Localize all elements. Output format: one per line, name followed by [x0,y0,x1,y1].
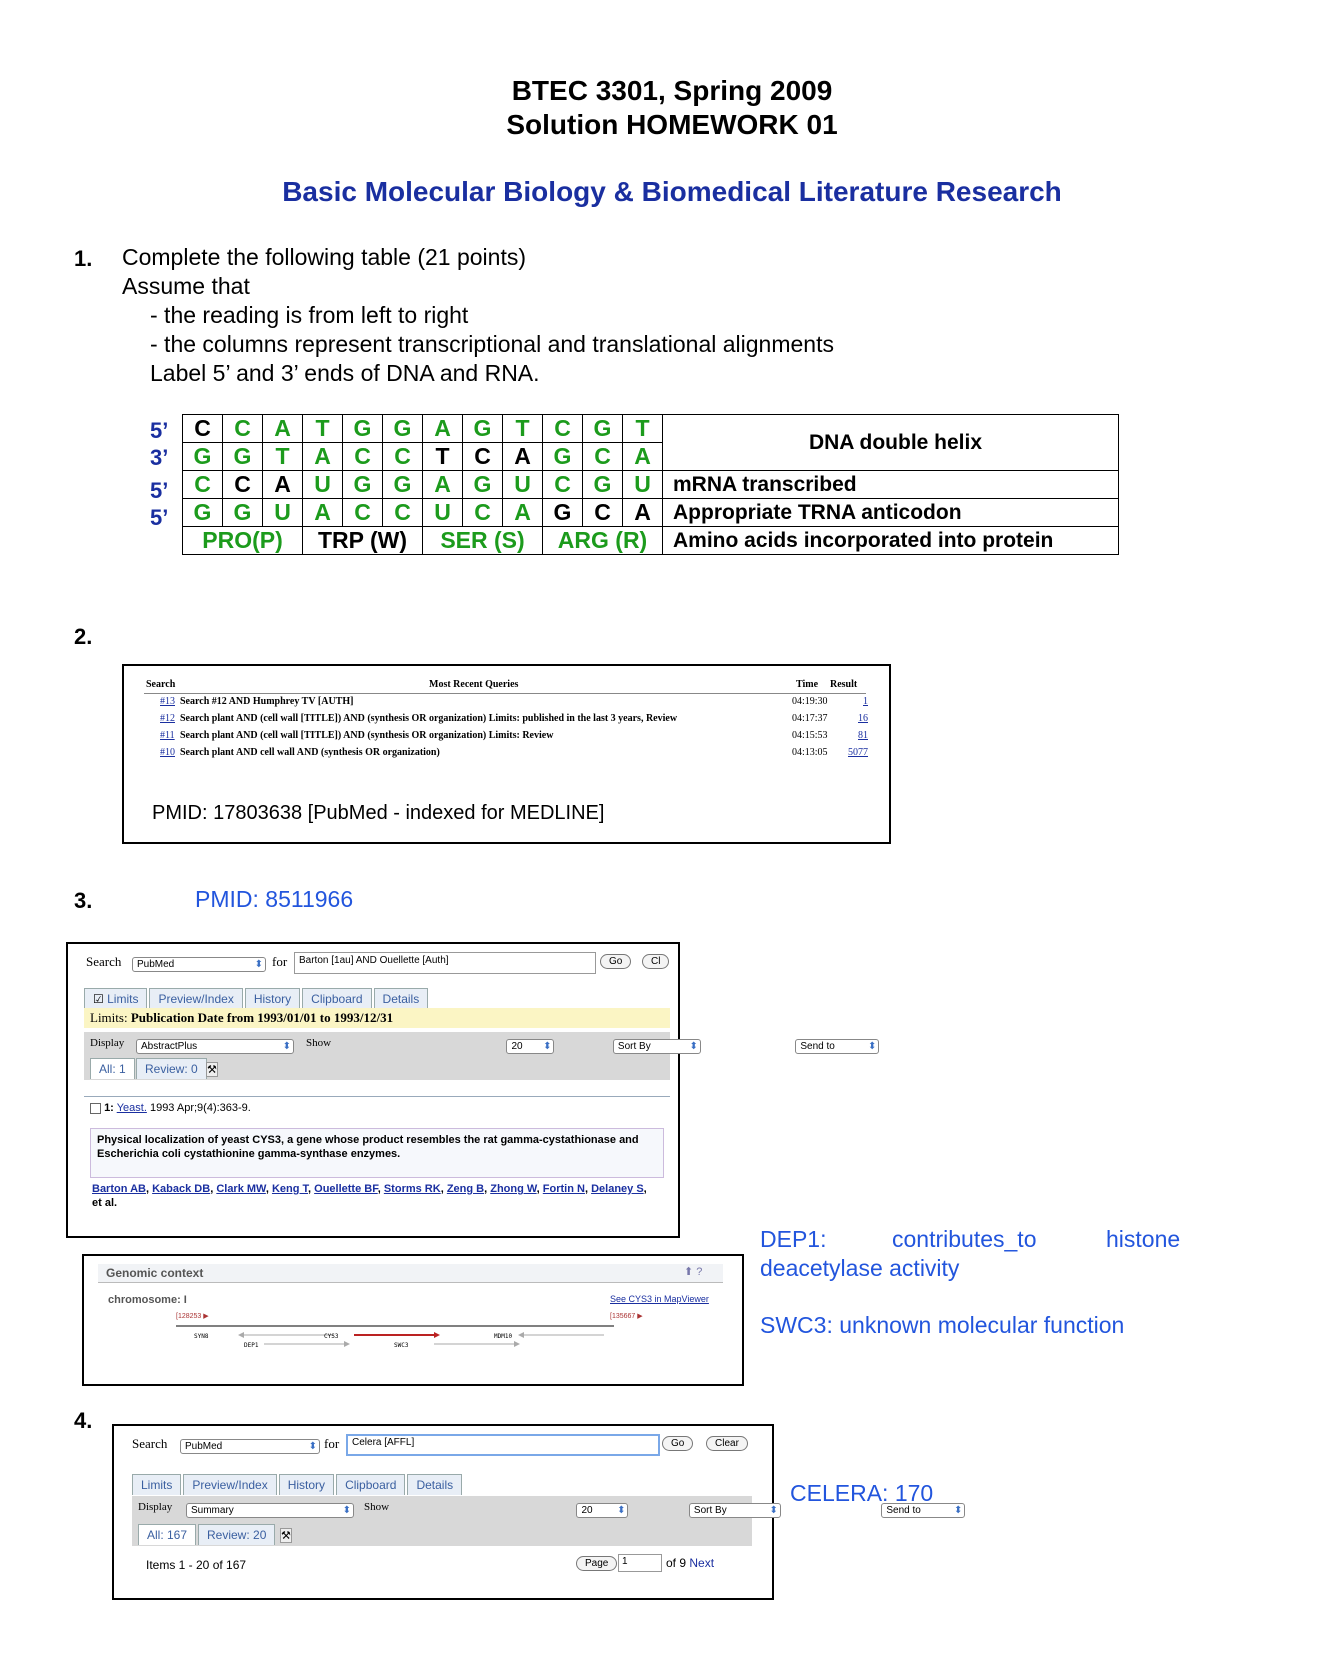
pubmed-search-screenshot-q3 [66,942,877,1238]
items-count: Items 1 - 20 of 167 [146,1558,247,1572]
display-label-q4: Display [138,1501,173,1513]
coord-start: [128253 ▶ [176,1313,209,1320]
tools-icon[interactable]: ⚒ [207,1064,217,1076]
gene-label-cys3: CYS3 [324,1333,339,1340]
nucleotide-cell: G [583,471,623,499]
article-title-box: Physical localization of yeast CYS3, a gene whose product resembles the rat gamma-cystathionase and Escherichia coli cystathionine gamma-synthase enzymes. [90,1128,664,1178]
q1-assume: Assume that [122,273,250,299]
row-label: Appropriate TRNA anticodon [663,499,1119,527]
nucleotide-cell: C [583,499,623,527]
swc3-answer: SWC3: unknown molecular function [760,1312,1125,1338]
question-1-number: 1. [74,246,93,271]
gene-label-dep1: DEP1 [244,1342,259,1349]
send-to-select[interactable]: Send to ⬍ [795,1039,879,1054]
nucleotide-cell: G [383,415,423,443]
nucleotide-cell: A [623,499,663,527]
nucleotide-cell: G [223,443,263,471]
subtab-all-q4[interactable]: All: 167 [138,1524,196,1545]
q4-answer: CELERA: 170 [790,1480,934,1506]
tab-limits[interactable]: ☑ Limits [84,988,147,1009]
nucleotide-cell: C [463,443,503,471]
search-label: Search [86,954,122,969]
search-label-q4: Search [132,1436,168,1451]
question-4-number: 4. [74,1408,93,1433]
next-link[interactable]: Next [689,1556,715,1570]
author-link[interactable]: Storms RK [383,1183,441,1195]
result-checkbox[interactable] [90,1103,101,1114]
show-label-q4: Show [364,1501,390,1513]
nucleotide-cell: T [303,415,343,443]
nucleotide-cell: G [343,471,383,499]
author-link[interactable]: Zeng B [446,1183,485,1195]
history-time: 04:15:53 [792,730,828,741]
history-id-link[interactable]: #12 [160,713,175,724]
show-select-q4[interactable]: 20 ⬍ [576,1503,628,1518]
nucleotide-cell: G [543,499,583,527]
subtab-all[interactable]: All: 1 [90,1058,135,1079]
author-link[interactable]: Ouellette BF [314,1183,378,1195]
history-row [124,747,884,763]
history-header-queries: Most Recent Queries [429,679,519,690]
author-link[interactable]: Fortin N [542,1183,585,1195]
history-header-search: Search [146,679,176,690]
nucleotide-cell: U [503,471,543,499]
gene-label-swc3: SWC3 [394,1342,409,1349]
show-label: Show [306,1037,332,1049]
nucleotide-cell: U [303,471,343,499]
tab-limits-q4[interactable]: Limits [132,1474,181,1495]
nucleotide-cell: C [343,499,383,527]
q1-bullet-1: - the reading is from left to right [150,302,469,328]
nucleotide-cell: T [423,443,463,471]
mapviewer-link[interactable]: See CYS3 in MapViewer [610,1294,709,1304]
nucleotide-cell: A [503,499,543,527]
end-label-row2: 3’ [150,445,169,470]
nucleotide-cell: C [343,443,383,471]
pubmed-history-screenshot [122,664,891,844]
page-input[interactable]: 1 [618,1554,662,1572]
display-select-q4[interactable]: Summary ⬍ [186,1503,354,1518]
author-link[interactable]: Zhong W [490,1183,537,1195]
nucleotide-cell: G [583,415,623,443]
nucleotide-cell: C [583,443,623,471]
nucleotide-cell: C [543,415,583,443]
history-row [124,730,884,746]
display-toolbar-q4 [132,1496,963,1546]
nucleotide-cell: A [423,471,463,499]
trna-row [183,499,1119,527]
nucleotide-cell: C [383,499,423,527]
nucleotide-cell: C [183,415,223,443]
help-icon[interactable]: ⬆ ? [684,1266,703,1278]
gene-label-syn8: SYN8 [194,1333,209,1340]
nucleotide-cell: G [543,443,583,471]
dep1-term-c: deacetylase activity [760,1255,960,1281]
history-result-link[interactable]: 81 [858,730,868,741]
nucleotide-cell: T [263,443,303,471]
tab-details[interactable]: Details [374,988,429,1009]
end-label-row3: 5’ [150,478,169,503]
history-id-link[interactable]: #13 [160,696,175,707]
mrna-row [183,471,1119,499]
nucleotide-cell: C [223,471,263,499]
row-label-amino-acids: Amino acids incorporated into protein [663,527,1119,555]
go-button[interactable]: Go [600,954,631,969]
nucleotide-cell: A [623,443,663,471]
sort-select-q4[interactable]: Sort By ⬍ [689,1503,781,1518]
history-row [124,713,884,729]
history-row [124,696,884,712]
page-button[interactable]: Page [576,1556,617,1571]
send-to-select-q4[interactable]: Send to ⬍ [881,1503,965,1518]
nucleotide-cell: G [223,499,263,527]
question-3-number: 3. [74,888,93,913]
nucleotide-cell: G [463,415,503,443]
nucleotide-cell: G [183,499,223,527]
nucleotide-cell: C [543,471,583,499]
history-time: 04:17:37 [792,713,828,724]
amino-acid-cell: SER (S) [423,527,543,555]
show-select[interactable]: 20 ⬍ [506,1039,554,1054]
display-select[interactable]: AbstractPlus ⬍ [136,1039,294,1054]
history-result-link[interactable]: 1 [863,696,868,707]
nucleotide-cell: U [423,499,463,527]
chromosome-label: chromosome: I [108,1294,187,1306]
page-subtitle: Basic Molecular Biology & Biomedical Literature Research [282,176,1062,207]
q1-label-note: Label 5’ and 3’ ends of DNA and RNA. [150,360,540,386]
amino-acid-row [183,527,1119,555]
history-query-text: Search plant AND (cell wall [TITLE]) AND (synthesis OR organization) Limits: published in the last 3 years, Review [180,713,678,724]
tab-history-q4[interactable]: History [279,1474,334,1495]
assignment-title: Solution HOMEWORK 01 [506,109,838,140]
nucleotide-cell: A [423,415,463,443]
q4-tab-bar [132,1474,464,1495]
history-id-link[interactable]: #11 [160,730,175,741]
nucleotide-cell: G [343,415,383,443]
et-al-text: , et al. [92,1183,647,1209]
tab-preview-index-q4[interactable]: Preview/Index [183,1474,276,1495]
history-result-link[interactable]: 16 [858,713,868,724]
page-count: of 9 Next [666,1556,715,1570]
nucleotide-cell: G [183,443,223,471]
nucleotide-cell: G [463,471,503,499]
gene-label-mdm10: MDM10 [494,1333,513,1340]
history-time: 04:19:30 [792,696,828,707]
result-row: 1: Yeast. 1993 Apr;9(4):363-9. [90,1102,251,1114]
author-list: Barton AB, Kaback DB, Clark MW, Keng T, Ouellette BF, Storms RK, Zeng B, Zhong W, Fortin N, Delaney S, et al. [92,1183,647,1209]
nucleotide-cell: A [263,471,303,499]
row-label-dna-double-helix: DNA double helix [663,415,1119,471]
tab-clipboard[interactable]: Clipboard [302,988,371,1009]
sort-select[interactable]: Sort By ⬍ [613,1039,701,1054]
nucleotide-cell: T [623,415,663,443]
q3-tab-bar [84,988,430,1009]
history-result-link[interactable]: 5077 [848,747,868,758]
author-link[interactable]: Kaback DB [152,1183,211,1195]
row-label: mRNA transcribed [663,471,1119,499]
tab-clipboard-q4[interactable]: Clipboard [336,1474,405,1495]
dep1-term-b: histone [1106,1226,1181,1252]
journal-link[interactable]: Yeast. [116,1102,147,1114]
end-label-row4: 5’ [150,505,169,530]
history-id-link[interactable]: #10 [160,747,175,758]
nucleotide-cell: A [503,443,543,471]
nucleotide-cell: A [263,415,303,443]
clear-button-q4[interactable]: Clear [706,1436,748,1451]
coord-end: [135667 ▶ [610,1313,643,1320]
pubmed-pmid-line: PMID: 17803638 [PubMed - indexed for MEDLINE] [152,802,605,824]
genomic-context-screenshot [82,1254,744,1386]
amino-acid-cell: PRO(P) [183,527,303,555]
question-2-number: 2. [74,624,93,649]
author-link[interactable]: Barton AB [92,1183,146,1195]
history-header-result: Result [830,679,858,690]
history-query-text: Search plant AND cell wall AND (synthesis OR organization) [180,747,440,758]
go-button-q4[interactable]: Go [662,1436,693,1451]
history-time: 04:13:05 [792,747,828,758]
citation-text: 1993 Apr;9(4):363-9. [149,1102,251,1114]
nucleotide-cell: C [463,499,503,527]
nucleotide-cell: T [503,415,543,443]
q1-prompt: Complete the following table (21 points) [122,244,527,270]
author-link[interactable]: Clark MW [216,1183,266,1195]
subtab-review-q4[interactable]: Review: 20 [198,1524,275,1545]
for-label: for [272,954,288,969]
author-link[interactable]: Delaney S [591,1183,644,1195]
for-label-q4: for [324,1436,340,1451]
search-query-input-q4[interactable]: Celera [AFFL] [346,1434,660,1456]
nucleotide-cell: U [263,499,303,527]
tab-preview-index[interactable]: Preview/Index [149,988,242,1009]
gene-track [84,1316,738,1366]
tab-details-q4[interactable]: Details [407,1474,462,1495]
history-query-text: Search #12 AND Humphrey TV [AUTH] [180,696,354,707]
q3-pmid-answer: PMID: 8511966 [195,886,354,912]
dna-strand-1-row [183,415,1119,443]
clear-button[interactable]: Cl [642,954,669,969]
database-select[interactable]: PubMed ⬍ [132,957,266,972]
display-toolbar [84,1032,877,1080]
author-link[interactable]: Keng T [271,1183,309,1195]
nucleotide-cell: C [223,415,263,443]
display-label: Display [90,1037,125,1049]
dep1-term-a: contributes_to [892,1226,1037,1252]
tools-icon-q4[interactable]: ⚒ [281,1530,291,1542]
nucleotide-cell: G [383,471,423,499]
end-label-row1: 5’ [150,418,169,443]
search-query-input[interactable]: Barton [1au] AND Ouellette [Auth] [294,952,596,974]
q1-bullet-2: - the columns represent transcriptional and translational alignments [150,331,834,357]
nucleotide-cell: A [303,443,343,471]
history-query-text: Search plant AND (cell wall [TITLE]) AND (synthesis OR organization) Limits: Review [180,730,554,741]
history-header-time: Time [796,679,819,690]
subtab-review[interactable]: Review: 0 [136,1058,207,1079]
nucleotide-cell: U [623,471,663,499]
nucleotide-cell: C [383,443,423,471]
course-title: BTEC 3301, Spring 2009 [511,75,833,106]
amino-acid-cell: TRP (W) [303,527,423,555]
dep1-gene: DEP1: [760,1226,827,1252]
nucleotide-cell: A [303,499,343,527]
database-select-q4[interactable]: PubMed ⬍ [180,1439,320,1454]
amino-acid-cell: ARG (R) [543,527,663,555]
tab-history[interactable]: History [245,988,300,1009]
limits-bar: Limits: Publication Date from 1993/01/01 to 1993/12/31 [84,1008,670,1028]
nucleotide-cell: C [183,471,223,499]
codon-table [182,414,1119,555]
genomic-context-title: Genomic context [106,1266,204,1280]
